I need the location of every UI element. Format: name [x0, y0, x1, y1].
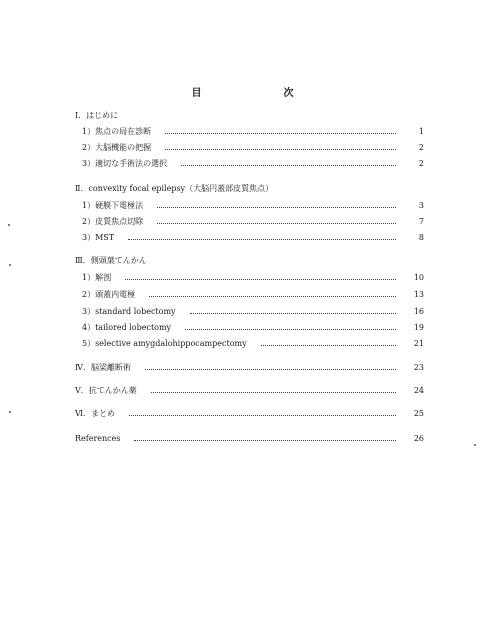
- page-title: 目 次: [191, 88, 330, 99]
- toc-page-number: 2: [418, 159, 424, 168]
- toc-page-number: 10: [413, 273, 424, 282]
- toc-page-number: 7: [418, 217, 424, 226]
- toc-page-number: 13: [413, 290, 424, 299]
- toc-entry-3-2: [0, 289, 485, 301]
- toc-references: [0, 433, 485, 445]
- dot-leader: [157, 207, 396, 208]
- toc-entry-2-1: [0, 200, 485, 212]
- toc-entry-label: 3）standard lobectomy: [82, 307, 176, 316]
- toc-entry-3-5: [0, 338, 485, 350]
- toc-entry-label: Ⅲ．側頭葉てんかん: [75, 256, 147, 265]
- dot-leader: [134, 440, 396, 441]
- toc-entry-label: Ⅰ．はじめに: [75, 111, 119, 120]
- scan-speck: [474, 444, 476, 446]
- toc-entry-label: Ⅱ．convexity focal epilepsy（大脳円蓋部皮質焦点）: [75, 184, 274, 193]
- toc-section-3: [0, 255, 485, 267]
- dot-leader: [165, 149, 396, 150]
- dot-leader: [261, 345, 396, 346]
- toc-section-5: [0, 385, 485, 397]
- toc-page-number: 3: [418, 201, 424, 210]
- toc-page-number: 8: [418, 233, 424, 242]
- toc-entry-label: Ⅴ．抗てんかん薬: [75, 386, 137, 395]
- toc-entry-label: 2）大脳機能の把握: [82, 143, 152, 152]
- toc-section-2: [0, 183, 485, 195]
- toc-entry-label: 2）皮質焦点切除: [82, 217, 144, 226]
- scan-speck: [9, 264, 11, 266]
- toc-entry-label: 1）硬膜下電極法: [82, 201, 144, 210]
- toc-entry-3-3: [0, 306, 485, 318]
- dot-leader: [125, 279, 396, 280]
- toc-page-number: 1: [418, 127, 424, 136]
- toc-entry-2-2: [0, 216, 485, 228]
- toc-entry-label: 1）解剖: [82, 273, 112, 282]
- toc-entry-label: References: [75, 434, 121, 443]
- dot-leader: [145, 369, 396, 370]
- dot-leader: [151, 392, 396, 393]
- toc-entry-2-3: [0, 232, 485, 244]
- toc-page-number: 23: [413, 363, 424, 372]
- toc-entry-label: 2）頭蓋内電極: [82, 290, 136, 299]
- toc-entry-label: Ⅳ．脳梁離断術: [75, 363, 131, 372]
- dot-leader: [157, 223, 396, 224]
- toc-section-1: [0, 110, 485, 122]
- toc-section-6: [0, 408, 485, 420]
- toc-entry-label: 3）MST: [82, 233, 115, 242]
- toc-entry-label: 4）tailored lobectomy: [82, 323, 172, 332]
- toc-page-number: 25: [413, 409, 424, 418]
- toc-entry-label: Ⅵ．まとめ: [75, 409, 116, 418]
- dot-leader: [181, 165, 396, 166]
- toc-page-number: 16: [413, 307, 424, 316]
- toc-page-number: 21: [413, 339, 424, 348]
- toc-entry-1-2: [0, 142, 485, 154]
- toc-entry-3-1: [0, 272, 485, 284]
- scan-speck: [9, 411, 11, 413]
- scan-speck: [8, 224, 10, 226]
- dot-leader: [185, 329, 396, 330]
- dot-leader: [165, 133, 396, 134]
- toc-entry-1-3: [0, 158, 485, 170]
- dot-leader: [190, 313, 396, 314]
- toc-entry-label: 5）selective amygdalohippocampectomy: [82, 339, 247, 348]
- toc-entry-1-1: [0, 126, 485, 138]
- toc-entry-label: 1）焦点の局在診断: [82, 127, 152, 136]
- toc-section-4: [0, 362, 485, 374]
- toc-entry-3-4: [0, 322, 485, 334]
- toc-page-number: 24: [413, 386, 424, 395]
- toc-entry-label: 3）適切な手術法の選択: [82, 159, 168, 168]
- toc-page-number: 2: [418, 143, 424, 152]
- dot-leader: [149, 296, 396, 297]
- toc-page-number: 26: [413, 434, 424, 443]
- dot-leader: [129, 415, 396, 416]
- toc-page-number: 19: [413, 323, 424, 332]
- dot-leader: [128, 239, 396, 240]
